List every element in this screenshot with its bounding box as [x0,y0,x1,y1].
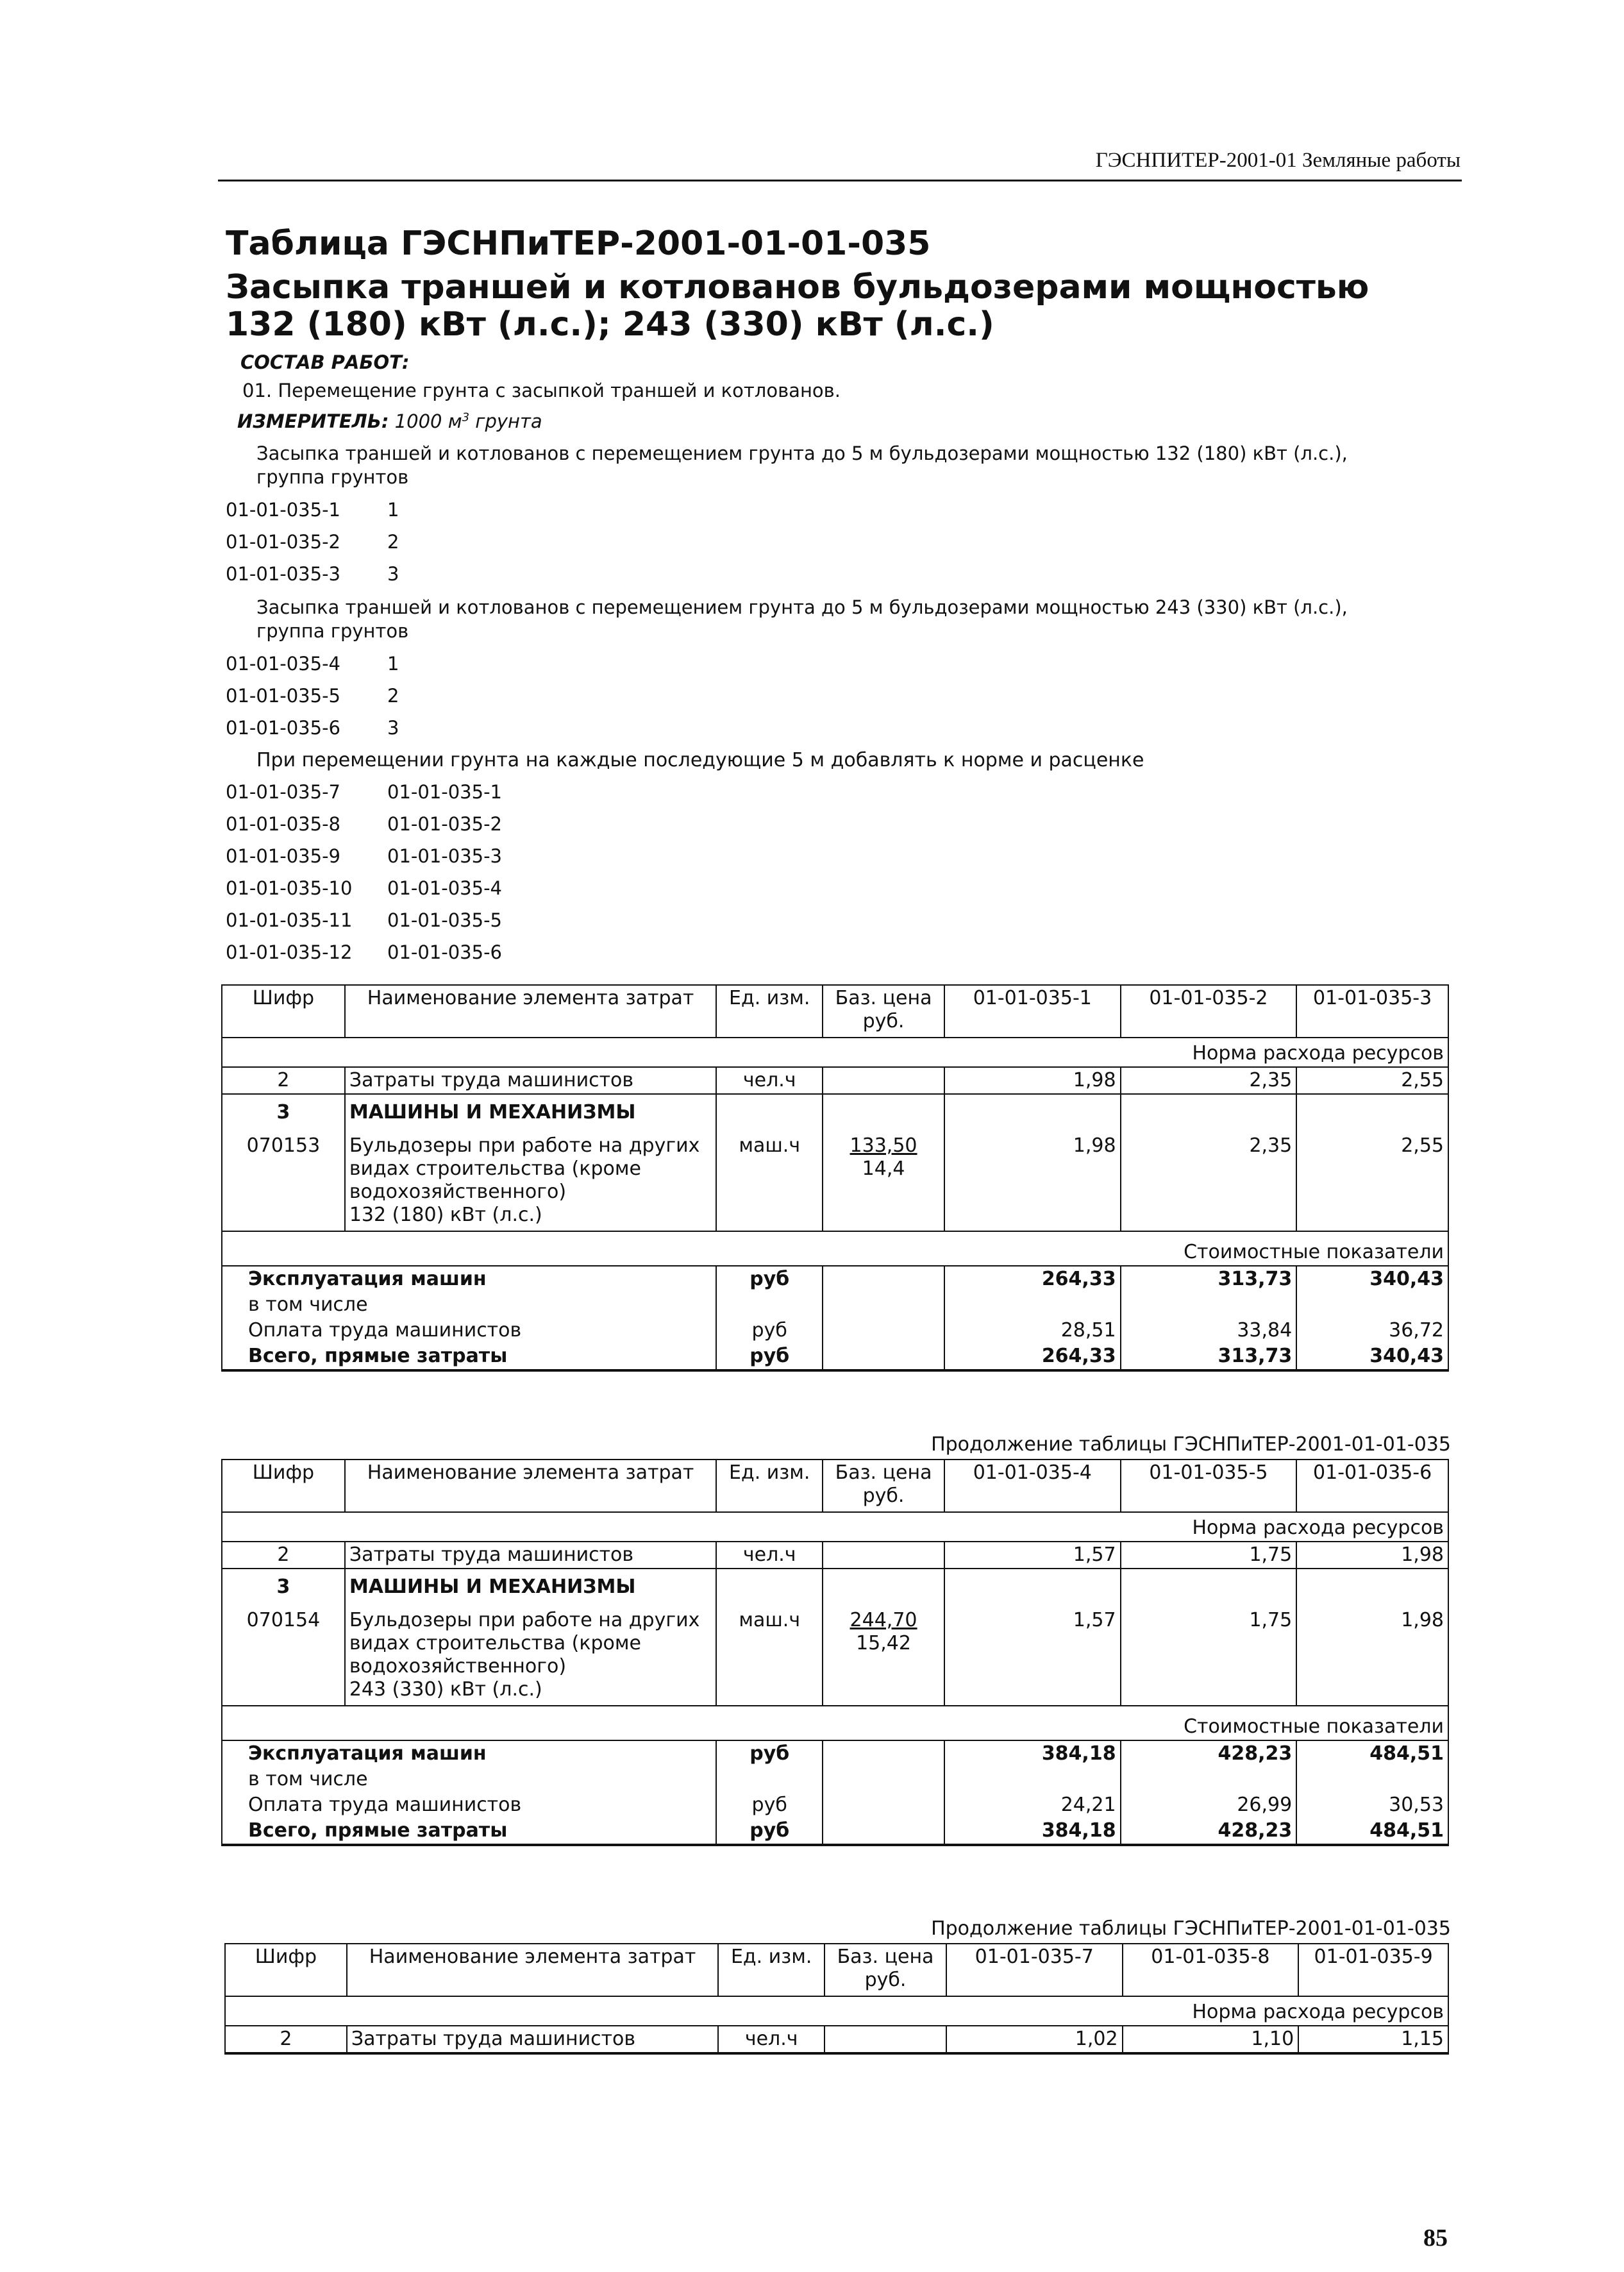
machine-unit: маш.ч [716,1600,823,1706]
machine-name: Бульдозеры при работе на других видах строительства (кроме водохозяйственного) 132 (180) кВт (л.с.) [345,1125,716,1231]
group1-desc2: группа грунтов [256,466,409,488]
izmeritel-label: ИЗМЕРИТЕЛЬ: [237,410,389,432]
col-header-unit: Ед. изм. [716,985,823,1038]
pay-name: Оплата труда машинистов [222,1318,716,1343]
col-header-name: Наименование элемента затрат [345,985,716,1038]
total-value: 340,43 [1296,1343,1448,1370]
total-name: Всего, прямые затраты [222,1343,716,1370]
machine-value: 1,57 [944,1600,1121,1706]
machine-price: 133,50 14,4 [823,1125,944,1231]
col-header-name: Наименование элемента затрат [347,1944,718,1996]
col-header-code-variant: 01-01-035-3 [1296,985,1448,1038]
group3-code: 01-01-035-7 [226,781,340,803]
expl-value: 340,43 [1296,1266,1448,1292]
group1-value: 2 [387,531,399,553]
col-header-code-variant: 01-01-035-7 [946,1944,1123,1996]
labor-value: 1,98 [1296,1542,1448,1569]
group3-desc: При перемещении грунта на каждые последующие 5 м добавлять к норме и расценке [256,749,1144,771]
page-number: 85 [1423,2225,1448,2251]
labor-value: 1,98 [944,1067,1121,1094]
group2-desc2: группа грунтов [256,620,409,642]
expl-name: Эксплуатация машин [222,1740,716,1767]
total-value: 484,51 [1296,1818,1448,1845]
group3-code: 01-01-035-11 [226,909,353,931]
norma-section-label: Норма расхода ресурсов [222,1038,1448,1067]
table-title: Таблица ГЭСНПиТЕР-2001-01-01-035 [226,224,931,263]
labor-value: 1,75 [1121,1542,1297,1569]
expl-value: 384,18 [944,1740,1121,1767]
expl-name: Эксплуатация машин [222,1266,716,1292]
group1-value: 1 [387,499,399,521]
labor-value: 2,35 [1121,1067,1297,1094]
group1-code: 01-01-035-1 [226,499,340,521]
pay-value: 33,84 [1121,1318,1297,1343]
stoim-section-label: Стоимостные показатели [222,1231,1448,1266]
expl-value: 428,23 [1121,1740,1297,1767]
col-header-code-variant: 01-01-035-1 [944,985,1121,1038]
expl-value: 484,51 [1296,1740,1448,1767]
group2-code: 01-01-035-6 [226,717,340,739]
col-header-price: Баз. цена руб. [825,1944,946,1996]
sostav-item: 01. Перемещение грунта с засыпкой траншей и котлованов. [242,380,841,401]
group1-code: 01-01-035-3 [226,563,340,585]
group2-value: 1 [387,653,399,675]
group3-ref: 01-01-035-6 [387,941,502,963]
group1-value: 3 [387,563,399,585]
expl-unit: руб [716,1740,823,1767]
group3-code: 01-01-035-8 [226,813,340,835]
group3-code: 01-01-035-12 [226,941,353,963]
labor-name: Затраты труда машинистов [347,2026,718,2053]
pay-value: 30,53 [1296,1792,1448,1818]
col-header-code-variant: 01-01-035-6 [1296,1460,1448,1512]
labor-value: 1,10 [1123,2026,1299,2053]
pay-value: 24,21 [944,1792,1121,1818]
group1-desc: Засыпка траншей и котлованов с перемещением грунта до 5 м бульдозерами мощностью 132 (180) кВт (л.с.), [256,442,1348,464]
group2-value: 2 [387,685,399,707]
resource-table-2 [221,1459,1449,1846]
labor-value: 2,55 [1296,1067,1448,1094]
machines-header: МАШИНЫ И МЕХАНИЗМЫ [345,1094,716,1125]
labor-price [823,1542,944,1569]
pay-name: Оплата труда машинистов [222,1792,716,1818]
col-header-name: Наименование элемента затрат [345,1460,716,1512]
total-value: 313,73 [1121,1343,1297,1370]
total-value: 384,18 [944,1818,1121,1845]
machine-value: 2,55 [1296,1125,1448,1231]
labor-code: 2 [225,2026,347,2053]
group3-ref: 01-01-035-3 [387,845,502,867]
pay-unit: руб [716,1318,823,1343]
total-value: 428,23 [1121,1818,1297,1845]
col-header-code-variant: 01-01-035-2 [1121,985,1297,1038]
machine-value: 1,98 [944,1125,1121,1231]
machines-code: 3 [222,1569,345,1600]
expl-value: 313,73 [1121,1266,1297,1292]
machine-code: 070153 [222,1125,345,1231]
machine-price: 244,70 15,42 [823,1600,944,1706]
group3-code: 01-01-035-10 [226,877,353,899]
total-unit: руб [716,1343,823,1370]
continuation-caption: Продолжение таблицы ГЭСНПиТЕР-2001-01-01-035 [931,1917,1451,1940]
stoim-section-label: Стоимостные показатели [222,1706,1448,1740]
pay-unit: руб [716,1792,823,1818]
table-subtitle-line2: 132 (180) кВт (л.с.); 243 (330) кВт (л.с.) [226,305,994,344]
col-header-code: Шифр [222,1460,345,1512]
labor-unit: чел.ч [716,1542,823,1569]
labor-price [825,2026,946,2053]
labor-value: 1,15 [1298,2026,1448,2053]
resource-table-3 [224,1943,1449,2055]
total-unit: руб [716,1818,823,1845]
machine-value: 1,75 [1121,1600,1297,1706]
total-value: 264,33 [944,1343,1121,1370]
col-header-price: Баз. цена руб. [823,1460,944,1512]
group3-ref: 01-01-035-2 [387,813,502,835]
labor-price [823,1067,944,1094]
labor-name: Затраты труда машинистов [345,1542,716,1569]
col-header-code-variant: 01-01-035-5 [1121,1460,1297,1512]
norma-section-label: Норма расхода ресурсов [222,1512,1448,1542]
vtom-label: в том числе [222,1292,716,1318]
machine-value: 2,35 [1121,1125,1297,1231]
pay-value: 28,51 [944,1318,1121,1343]
continuation-caption: Продолжение таблицы ГЭСНПиТЕР-2001-01-01-035 [931,1433,1451,1456]
col-header-code: Шифр [222,985,345,1038]
col-header-code-variant: 01-01-035-9 [1298,1944,1448,1996]
col-header-code: Шифр [225,1944,347,1996]
header-rule [218,180,1462,181]
vtom-label: в том числе [222,1767,716,1792]
machine-unit: маш.ч [716,1125,823,1231]
machines-header: МАШИНЫ И МЕХАНИЗМЫ [345,1569,716,1600]
group3-ref: 01-01-035-5 [387,909,502,931]
group2-desc: Засыпка траншей и котлованов с перемещением грунта до 5 м бульдозерами мощностью 243 (330) кВт (л.с.), [256,596,1348,618]
col-header-price: Баз. цена руб. [823,985,944,1038]
running-header: ГЭСНПИТЕР-2001-01 Земляные работы [1095,149,1461,172]
total-name: Всего, прямые затраты [222,1818,716,1845]
labor-value: 1,02 [946,2026,1123,2053]
col-header-code-variant: 01-01-035-4 [944,1460,1121,1512]
group2-value: 3 [387,717,399,739]
labor-code: 2 [222,1067,345,1094]
col-header-code-variant: 01-01-035-8 [1123,1944,1299,1996]
izmeritel [237,410,542,432]
pay-value: 36,72 [1296,1318,1448,1343]
group3-ref: 01-01-035-4 [387,877,502,899]
group3-ref: 01-01-035-1 [387,781,502,803]
pay-value: 26,99 [1121,1792,1297,1818]
group3-code: 01-01-035-9 [226,845,340,867]
col-header-unit: Ед. изм. [718,1944,825,1996]
izmeritel-unit: 1000 $м^3$ грунта [394,410,542,432]
labor-unit: чел.ч [716,1067,823,1094]
machine-value: 1,98 [1296,1600,1448,1706]
group2-code: 01-01-035-5 [226,685,340,707]
group1-code: 01-01-035-2 [226,531,340,553]
expl-unit: руб [716,1266,823,1292]
col-header-unit: Ед. изм. [716,1460,823,1512]
expl-value: 264,33 [944,1266,1121,1292]
labor-unit: чел.ч [718,2026,825,2053]
machine-code: 070154 [222,1600,345,1706]
labor-code: 2 [222,1542,345,1569]
table-subtitle-line1: Засыпка траншей и котлованов бульдозерами мощностью [226,268,1369,307]
machines-code: 3 [222,1094,345,1125]
machine-name: Бульдозеры при работе на других видах строительства (кроме водохозяйственного) 243 (330) кВт (л.с.) [345,1600,716,1706]
group2-code: 01-01-035-4 [226,653,340,675]
resource-table-1 [221,984,1449,1372]
sostav-label: СОСТАВ РАБОТ: [240,351,410,373]
norma-section-label: Норма расхода ресурсов [225,1996,1448,2026]
labor-name: Затраты труда машинистов [345,1067,716,1094]
labor-value: 1,57 [944,1542,1121,1569]
